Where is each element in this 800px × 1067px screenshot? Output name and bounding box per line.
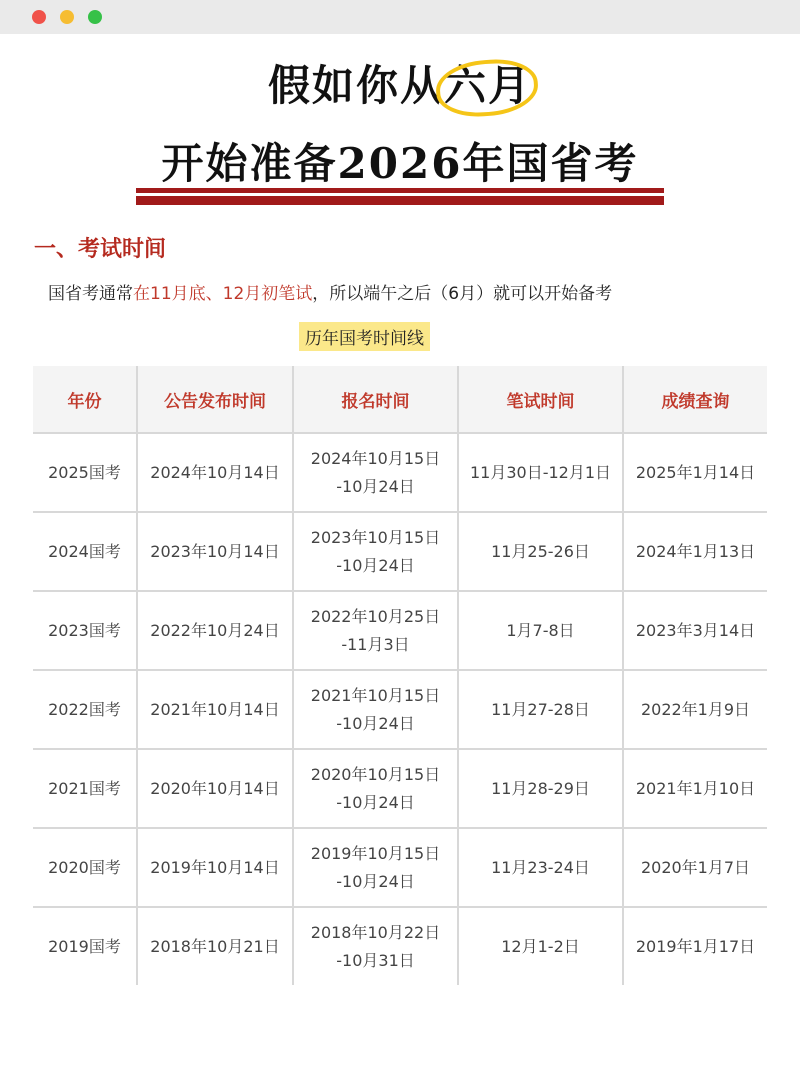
registration-end: -10月31日 <box>336 950 415 970</box>
section-heading: 一、考试时间 <box>34 237 167 262</box>
registration-start: 2024年10月15日 <box>310 448 441 468</box>
page-title-line2: 开始准备2026年国省考 <box>161 139 639 188</box>
cell-written-exam: 11月23-24日 <box>458 828 623 907</box>
cell-score-query: 2019年1月17日 <box>635 936 756 956</box>
cell-score-query: 2020年1月7日 <box>623 828 767 907</box>
table-row <box>33 591 767 670</box>
registration-end: -10月24日 <box>336 871 415 891</box>
registration-end: -10月24日 <box>336 792 415 812</box>
title-line1-text: 假如你从 <box>267 61 444 110</box>
title-highlight-circled: 六月 <box>444 58 532 114</box>
cell-written-exam: 11月25-26日 <box>458 512 623 591</box>
registration-end: -11月3日 <box>341 634 410 654</box>
cell-year: 2020国考 <box>33 828 137 907</box>
cell-announcement: 2022年10月24日 <box>137 591 293 670</box>
table-row <box>33 907 767 985</box>
cell-announcement: 2021年10月14日 <box>137 670 293 749</box>
registration-end: -10月24日 <box>336 476 415 496</box>
title-underline-thick <box>136 196 664 205</box>
cell-score-query: 2025年1月14日 <box>623 433 767 512</box>
registration-start: 2020年10月15日 <box>310 764 441 784</box>
table-header-row <box>33 366 767 433</box>
cell-registration <box>293 749 458 828</box>
cell-year: 2022国考 <box>33 670 137 749</box>
cell-announcement: 2024年10月14日 <box>137 433 293 512</box>
registration-start: 2023年10月15日 <box>310 527 441 547</box>
cell-written-exam: 12月1-2日 <box>458 907 623 985</box>
table-row <box>33 749 767 828</box>
registration-end: -10月24日 <box>336 713 415 733</box>
cell-year: 2019国考 <box>33 907 137 985</box>
exam-timeline-table <box>33 366 767 985</box>
cell-year: 2023国考 <box>33 591 137 670</box>
column-header-year: 年份 <box>33 366 137 433</box>
intro-text-pre: 国省考通常 <box>48 284 133 304</box>
cell-written-exam: 11月30日-12月1日 <box>458 433 623 512</box>
cell-year: 2024国考 <box>33 512 137 591</box>
intro-text-highlight: 在11月底、12月初笔试 <box>133 284 313 304</box>
registration-end: -10月24日 <box>336 555 415 575</box>
maximize-window-button[interactable] <box>88 10 102 24</box>
registration-start: 2019年10月15日 <box>310 843 441 863</box>
cell-registration <box>293 591 458 670</box>
registration-start: 2021年10月15日 <box>310 685 441 705</box>
registration-start: 2022年10月25日 <box>310 606 441 626</box>
cell-announcement: 2023年10月14日 <box>137 512 293 591</box>
registration-start: 2018年10月22日 <box>310 922 441 942</box>
close-window-button[interactable] <box>32 10 46 24</box>
cell-written-exam: 1月7-8日 <box>458 591 623 670</box>
minimize-window-button[interactable] <box>60 10 74 24</box>
title-underline-thin <box>136 188 664 193</box>
column-header-registration: 报名时间 <box>293 366 458 433</box>
cell-registration <box>293 512 458 591</box>
table-row <box>33 433 767 512</box>
column-header-announcement: 公告发布时间 <box>137 366 293 433</box>
cell-registration <box>293 828 458 907</box>
cell-score-query: 2021年1月10日 <box>623 749 767 828</box>
column-header-score-query: 成绩查询 <box>623 366 767 433</box>
table-row <box>33 512 767 591</box>
column-header-written-exam: 笔试时间 <box>458 366 623 433</box>
cell-written-exam: 11月28-29日 <box>458 749 623 828</box>
cell-score-query: 2022年1月9日 <box>623 670 767 749</box>
table-row <box>33 828 767 907</box>
cell-score-query: 2023年3月14日 <box>623 591 767 670</box>
cell-score-query: 2024年1月13日 <box>623 512 767 591</box>
cell-announcement: 2018年10月21日 <box>137 907 293 985</box>
cell-year: 2021国考 <box>33 749 137 828</box>
intro-text <box>48 279 612 304</box>
page-title-line1 <box>0 58 800 114</box>
timeline-label: 历年国考时间线 <box>299 322 430 351</box>
cell-registration <box>293 670 458 749</box>
cell-announcement: 2019年10月14日 <box>137 828 293 907</box>
intro-text-post: ，所以端午之后（6月）就可以开始备考 <box>312 284 613 304</box>
window-titlebar <box>0 0 800 34</box>
cell-announcement: 2020年10月14日 <box>137 749 293 828</box>
cell-registration <box>293 433 458 512</box>
table-row <box>33 670 767 749</box>
cell-written-exam: 11月27-28日 <box>458 670 623 749</box>
cell-registration <box>293 907 458 985</box>
cell-year: 2025国考 <box>33 433 137 512</box>
